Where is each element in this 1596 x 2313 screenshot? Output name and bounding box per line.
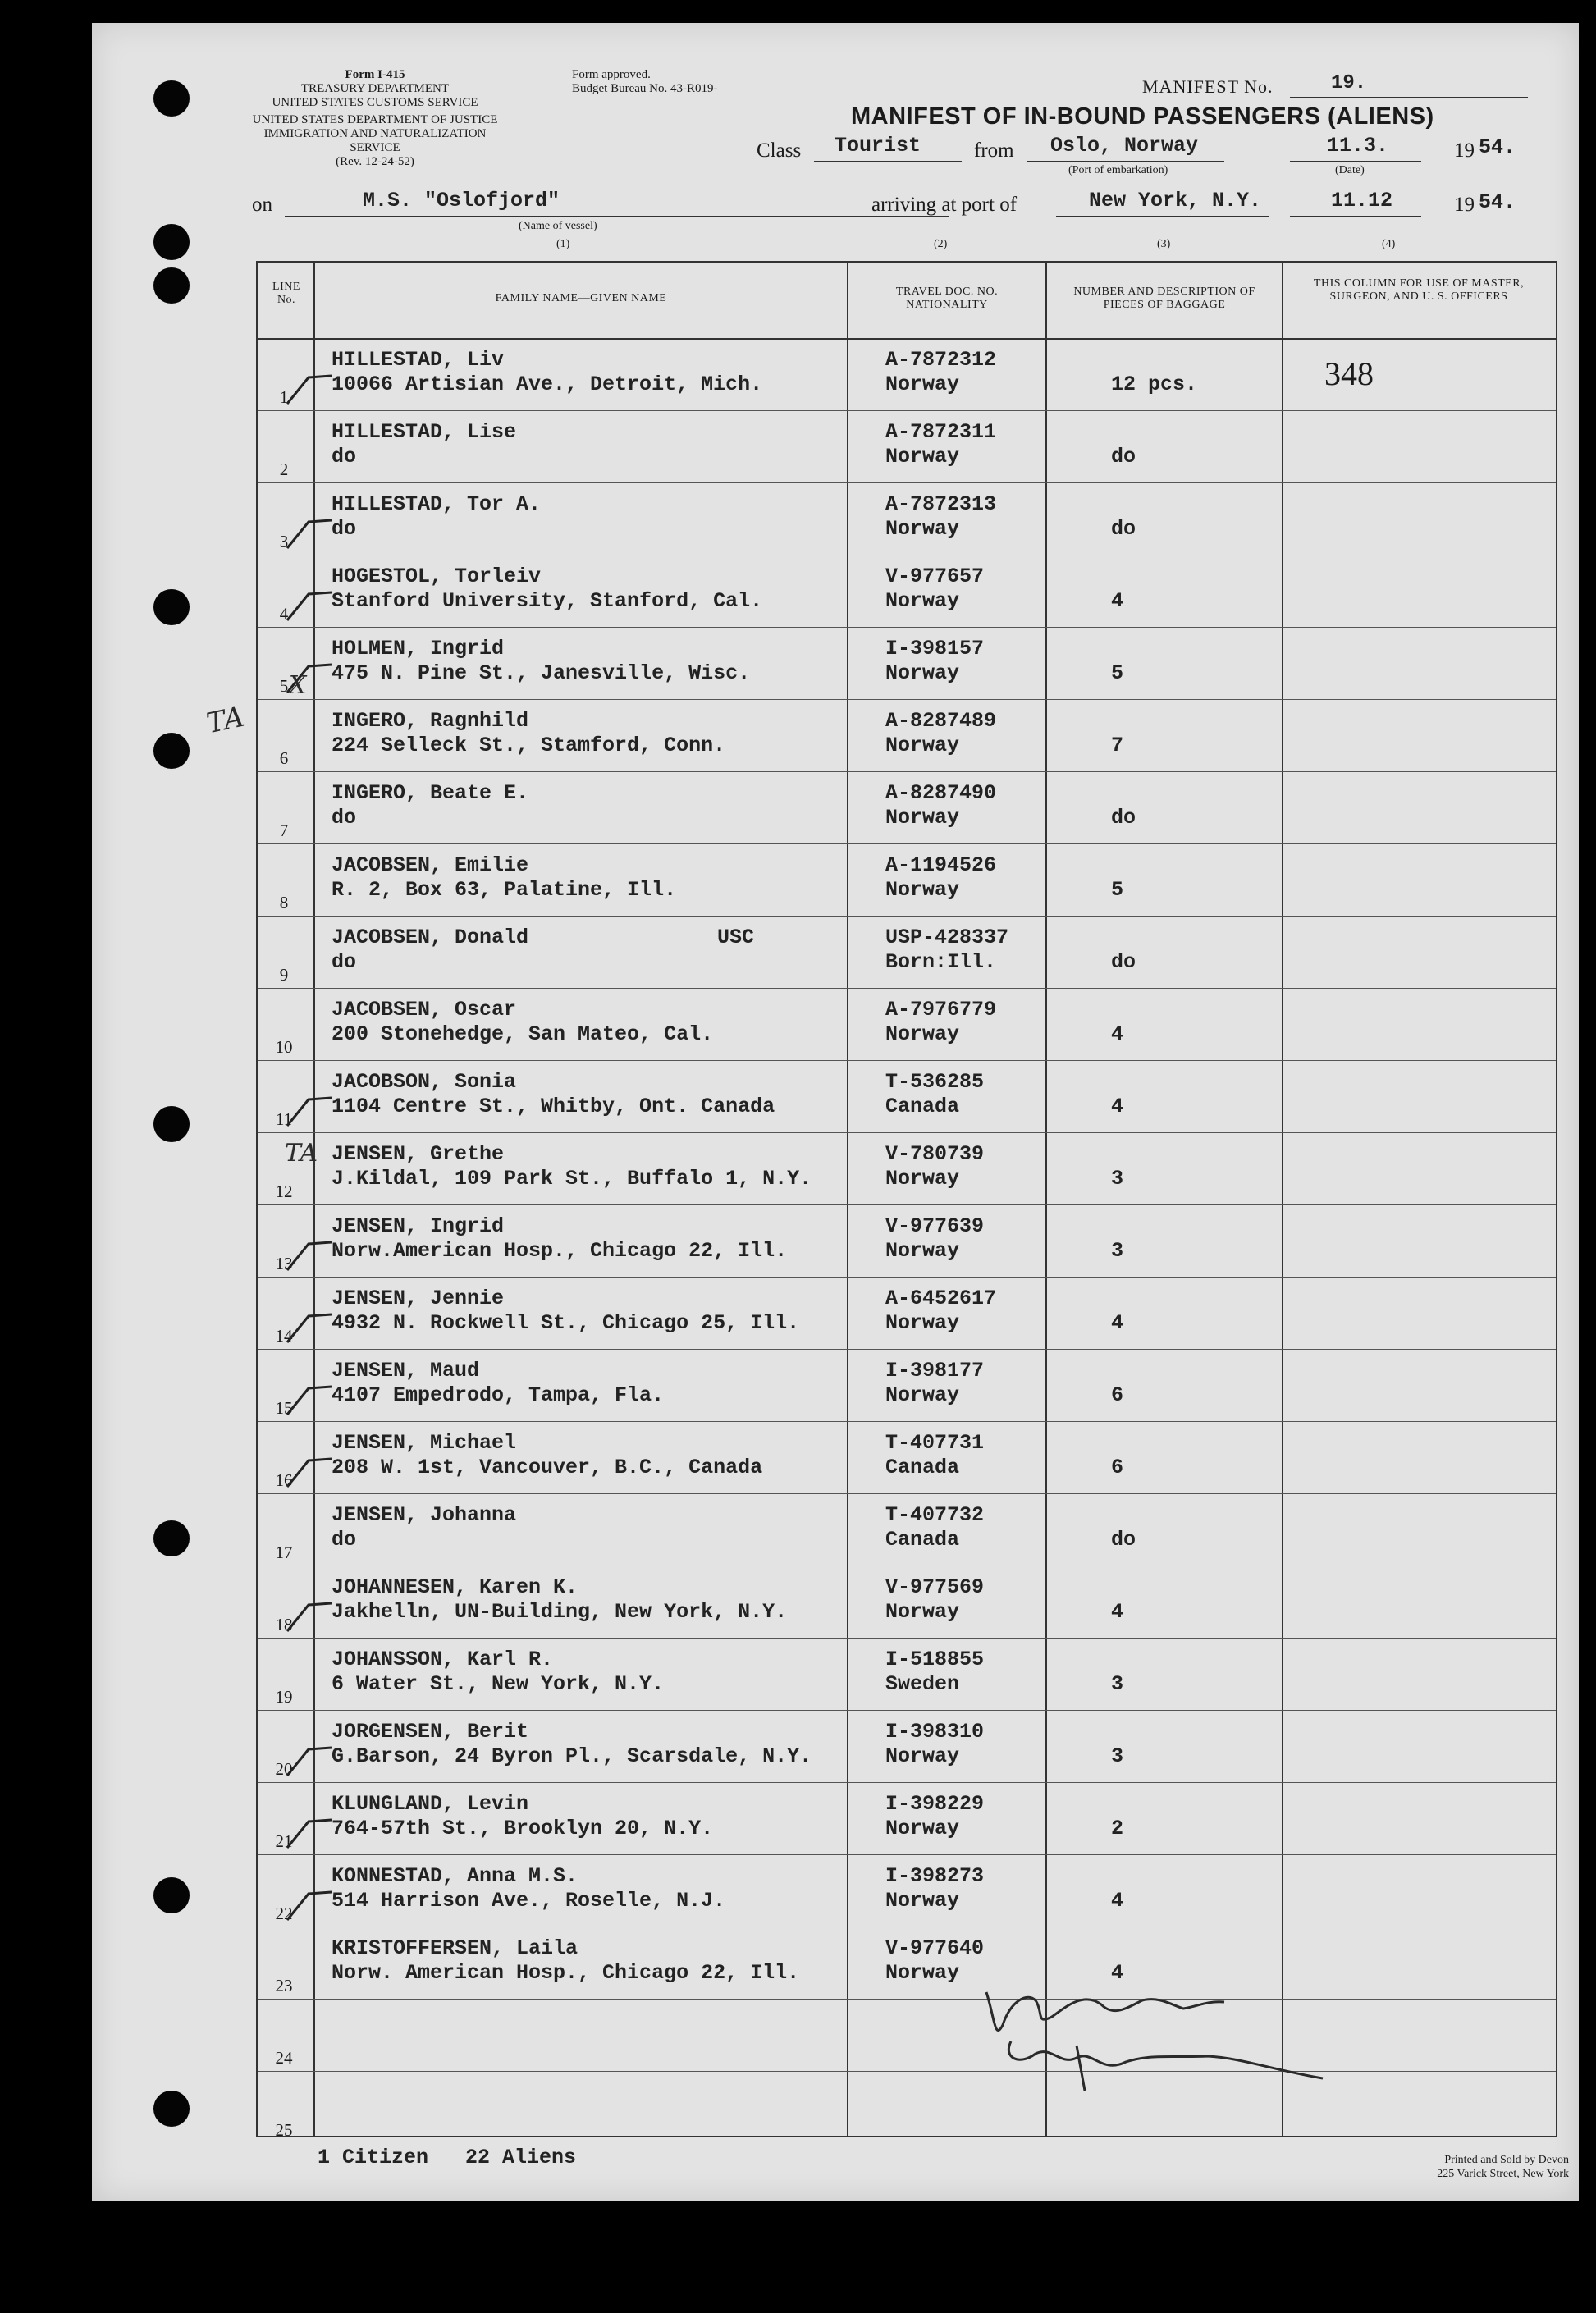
travel-doc-number: A-8287490	[885, 781, 997, 805]
travel-doc-number: V-977640	[885, 1936, 985, 1960]
travel-doc-number: V-977657	[885, 565, 985, 588]
table-row	[258, 2071, 1556, 2143]
nationality: Norway	[885, 878, 960, 902]
line-number: 18	[275, 1615, 293, 1634]
year2-suffix: 54.	[1479, 190, 1516, 214]
binder-hole	[153, 1106, 190, 1142]
table-row	[258, 1421, 1556, 1494]
nationality: Canada	[885, 1095, 960, 1118]
check-mark-icon	[284, 1083, 333, 1132]
check-mark-icon	[284, 1733, 333, 1782]
class-underline	[814, 161, 962, 162]
nationality: Norway	[885, 1817, 960, 1840]
baggage: 4	[1111, 1889, 1124, 1913]
travel-doc-number: T-407732	[885, 1503, 985, 1527]
travel-doc-number: A-7872311	[885, 420, 997, 444]
dept-line: UNITED STATES DEPARTMENT OF JUSTICE	[252, 113, 498, 126]
nationality: Norway	[885, 445, 960, 469]
travel-doc-number: I-398177	[885, 1359, 985, 1383]
baggage: 6	[1111, 1456, 1124, 1479]
line-number: 16	[275, 1470, 293, 1490]
binder-hole	[153, 267, 190, 304]
check-mark-icon	[284, 578, 333, 627]
passenger-address: 10066 Artisian Ave., Detroit, Mich.	[332, 373, 763, 396]
passenger-address: 224 Selleck St., Stamford, Conn.	[332, 734, 726, 757]
nationality: Norway	[885, 806, 960, 830]
check-mark-icon	[284, 1877, 333, 1927]
table-row	[258, 699, 1556, 772]
line-number: 23	[275, 1976, 293, 1995]
line-number: 11	[275, 1109, 293, 1129]
revision: (Rev. 12-24-52)	[336, 155, 414, 168]
line-number: 22	[275, 1904, 293, 1923]
passenger-address: 6 Water St., New York, N.Y.	[332, 1672, 665, 1696]
nationality: Norway	[885, 1889, 960, 1913]
passenger-address: Norw.American Hosp., Chicago 22, Ill.	[332, 1239, 788, 1263]
passenger-name: JACOBSEN, Donald	[332, 926, 529, 949]
nationality: Canada	[885, 1528, 960, 1552]
baggage: 3	[1111, 1744, 1124, 1768]
table-row	[258, 627, 1556, 700]
nationality: Norway	[885, 1600, 960, 1624]
check-mark-icon	[284, 1372, 333, 1421]
passenger-name: HOLMEN, Ingrid	[332, 637, 505, 661]
date1-value: 11.3.	[1327, 134, 1389, 158]
table-header-row	[258, 263, 1556, 340]
check-mark-icon	[284, 1805, 333, 1854]
from-value: Oslo, Norway	[1050, 134, 1199, 158]
passenger-address: Jakhelln, UN-Building, New York, N.Y.	[332, 1600, 788, 1624]
line-number: 13	[275, 1254, 293, 1273]
printer-line: 225 Varick Street, New York	[1437, 2168, 1569, 2180]
passenger-summary: 1 Citizen 22 Aliens	[318, 2146, 577, 2169]
table-row	[258, 1277, 1556, 1350]
line-number: 9	[279, 965, 289, 985]
passenger-address: R. 2, Box 63, Palatine, Ill.	[332, 878, 677, 902]
table-row	[258, 988, 1556, 1061]
vessel-underline	[285, 216, 949, 217]
baggage: 6	[1111, 1383, 1124, 1407]
travel-doc-number: V-780739	[885, 1142, 985, 1166]
baggage: do	[1111, 950, 1136, 974]
passenger-address: do	[332, 950, 357, 974]
travel-doc-number: A-8287489	[885, 709, 997, 733]
baggage: 5	[1111, 878, 1124, 902]
travel-doc-number: I-398310	[885, 1720, 985, 1744]
check-mark-icon	[284, 1227, 333, 1277]
travel-doc-number: A-6452617	[885, 1287, 997, 1310]
passenger-name: JENSEN, Ingrid	[332, 1214, 505, 1238]
baggage: 4	[1111, 1095, 1124, 1118]
date2-underline	[1290, 216, 1421, 217]
dept-line: TREASURY DEPARTMENT	[300, 82, 450, 95]
table-row	[258, 482, 1556, 555]
baggage: 3	[1111, 1672, 1124, 1696]
travel-doc-number: USP-428337	[885, 926, 1009, 949]
passenger-name: HILLESTAD, Liv	[332, 348, 505, 372]
manifest-number: 19.	[1331, 72, 1367, 94]
manifest-number-underline	[1290, 97, 1528, 98]
table-row	[258, 1999, 1556, 2072]
passenger-name: JACOBSON, Sonia	[332, 1070, 517, 1094]
passenger-address: 1104 Centre St., Whitby, Ont. Canada	[332, 1095, 775, 1118]
line-number: 19	[275, 1687, 293, 1707]
check-mark-icon	[284, 1444, 333, 1493]
travel-doc-number: I-518855	[885, 1648, 985, 1671]
column-number: (4)	[1382, 238, 1396, 250]
baggage: 4	[1111, 1022, 1124, 1046]
line-number: 24	[275, 2048, 293, 2068]
line-number: 15	[275, 1398, 293, 1418]
table-row	[258, 1132, 1556, 1205]
table-row	[258, 1493, 1556, 1566]
passenger-address: G.Barson, 24 Byron Pl., Scarsdale, N.Y.	[332, 1744, 812, 1768]
passenger-name: JENSEN, Jennie	[332, 1287, 505, 1310]
line-number: 25	[275, 2120, 293, 2140]
citizen-marker: USC	[717, 926, 755, 949]
passenger-name: HILLESTAD, Lise	[332, 420, 517, 444]
baggage: 5	[1111, 661, 1124, 685]
year1-suffix: 54.	[1479, 135, 1516, 159]
nationality: Norway	[885, 1022, 960, 1046]
baggage: 2	[1111, 1817, 1124, 1840]
margin-annotation: TA	[204, 700, 248, 741]
approval-line: Form approved.	[572, 68, 651, 81]
year1-prefix: 19	[1454, 139, 1475, 162]
from-label: from	[974, 139, 1014, 162]
passenger-address: 200 Stonehedge, San Mateo, Cal.	[332, 1022, 714, 1046]
passenger-name: KONNESTAD, Anna M.S.	[332, 1864, 578, 1888]
table-row	[258, 843, 1556, 917]
line-number: 21	[275, 1831, 293, 1851]
date1-underline	[1290, 161, 1421, 162]
nationality: Sweden	[885, 1672, 960, 1696]
vessel-value: M.S. "Oslofjord"	[363, 189, 560, 213]
binder-hole	[153, 224, 190, 260]
passenger-address: do	[332, 1528, 357, 1552]
table-row	[258, 1566, 1556, 1639]
header-name: FAMILY NAME—GIVEN NAME	[495, 292, 667, 304]
baggage: do	[1111, 517, 1136, 541]
nationality: Norway	[885, 1311, 960, 1335]
nationality: Canada	[885, 1456, 960, 1479]
approval-line: Budget Bureau No. 43-R019-	[572, 82, 718, 95]
column-number: (2)	[934, 238, 948, 250]
table-row	[258, 1638, 1556, 1711]
nationality: Norway	[885, 589, 960, 613]
nationality: Norway	[885, 1239, 960, 1263]
line-number: 10	[275, 1037, 293, 1057]
travel-doc-number: V-977639	[885, 1214, 985, 1238]
table-body	[258, 338, 1556, 2140]
table-row	[258, 771, 1556, 844]
nationality: Norway	[885, 661, 960, 685]
line-number: 5	[279, 676, 289, 696]
passenger-table	[256, 261, 1557, 2140]
travel-doc-number: A-1194526	[885, 853, 997, 877]
nationality: Born:Ill.	[885, 950, 997, 974]
travel-doc-number: V-977569	[885, 1575, 985, 1599]
table-row	[258, 338, 1556, 411]
official-number: 348	[1324, 355, 1374, 392]
table-row	[258, 1060, 1556, 1133]
agency-block	[240, 68, 510, 169]
passenger-address: 4107 Empedrodo, Tampa, Fla.	[332, 1383, 665, 1407]
nationality: Norway	[885, 1167, 960, 1191]
from-caption: (Port of embarkation)	[1068, 164, 1168, 176]
nationality: Norway	[885, 1961, 960, 1985]
nationality: Norway	[885, 734, 960, 757]
travel-doc-number: A-7872312	[885, 348, 997, 372]
passenger-name: KRISTOFFERSEN, Laila	[332, 1936, 578, 1960]
passenger-address: Stanford University, Stanford, Cal.	[332, 589, 763, 613]
passenger-name: KLUNGLAND, Levin	[332, 1792, 529, 1816]
line-number: 17	[275, 1543, 293, 1562]
class-label: Class	[757, 139, 802, 162]
passenger-name: INGERO, Beate E.	[332, 781, 529, 805]
column-number: (1)	[556, 238, 570, 250]
port-value: New York, N.Y.	[1089, 189, 1262, 213]
passenger-name: JENSEN, Grethe	[332, 1142, 505, 1166]
travel-doc-number: I-398157	[885, 637, 985, 661]
line-number: 3	[279, 532, 289, 551]
margin-annotation: X	[289, 671, 307, 700]
line-number: 1	[279, 387, 289, 407]
printer-credit	[1323, 2153, 1569, 2181]
check-mark-icon	[284, 1300, 333, 1349]
header-travel-doc: TRAVEL DOC. NO. NATIONALITY	[895, 286, 999, 311]
page-title: MANIFEST OF IN-BOUND PASSENGERS (ALIENS)	[851, 103, 1434, 130]
baggage: 4	[1111, 1600, 1124, 1624]
dept-line: UNITED STATES CUSTOMS SERVICE	[272, 96, 478, 109]
passenger-address: Norw. American Hosp., Chicago 22, Ill.	[332, 1961, 800, 1985]
passenger-address: do	[332, 445, 357, 469]
binder-hole	[153, 80, 190, 117]
travel-doc-number: I-398229	[885, 1792, 985, 1816]
passenger-address: 514 Harrison Ave., Roselle, N.J.	[332, 1889, 726, 1913]
nationality: Norway	[885, 1744, 960, 1768]
class-value: Tourist	[835, 134, 921, 158]
line-number: 20	[275, 1759, 293, 1779]
nationality: Norway	[885, 1383, 960, 1407]
passenger-name: JENSEN, Johanna	[332, 1503, 517, 1527]
check-mark-icon	[284, 1588, 333, 1638]
passenger-name: JACOBSEN, Oscar	[332, 998, 517, 1022]
passenger-name: JOHANNESEN, Karen K.	[332, 1575, 578, 1599]
signature	[962, 1968, 1339, 2107]
nationality: Norway	[885, 517, 960, 541]
baggage: do	[1111, 1528, 1136, 1552]
approval-block	[572, 68, 785, 96]
header-officers: THIS COLUMN FOR USE OF MASTER, SURGEON, AND U. S. OFFICERS	[1313, 277, 1525, 303]
line-number: 4	[279, 604, 289, 624]
header-line-no: LINE No.	[272, 281, 300, 306]
baggage: 3	[1111, 1239, 1124, 1263]
passenger-name: HOGESTOL, Torleiv	[332, 565, 542, 588]
printer-line: Printed and Sold by Devon	[1444, 2154, 1569, 2166]
binder-hole	[153, 589, 190, 625]
travel-doc-number: I-398273	[885, 1864, 985, 1888]
table-row	[258, 555, 1556, 628]
table-row	[258, 410, 1556, 483]
table-row	[258, 1710, 1556, 1783]
manifest-sheet	[92, 23, 1579, 2201]
table-row	[258, 1927, 1556, 2000]
manifest-number-label: MANIFEST No.	[1142, 76, 1274, 97]
line-number: 14	[275, 1326, 293, 1346]
year2-prefix: 19	[1454, 194, 1475, 216]
binder-hole	[153, 1877, 190, 1913]
passenger-address: J.Kildal, 109 Park St., Buffalo 1, N.Y.	[332, 1167, 812, 1191]
table-row	[258, 1204, 1556, 1278]
travel-doc-number: A-7872313	[885, 492, 997, 516]
header-baggage: NUMBER AND DESCRIPTION OF PIECES OF BAGGAGE	[1073, 286, 1255, 311]
nationality: Norway	[885, 373, 960, 396]
baggage: 4	[1111, 1311, 1124, 1335]
baggage: 3	[1111, 1167, 1124, 1191]
passenger-address: do	[332, 806, 357, 830]
travel-doc-number: A-7976779	[885, 998, 997, 1022]
check-mark-icon	[284, 361, 333, 410]
passenger-name: JENSEN, Maud	[332, 1359, 480, 1383]
vessel-caption: (Name of vessel)	[519, 220, 597, 232]
binder-hole	[153, 1520, 190, 1556]
line-number: 7	[279, 821, 289, 840]
baggage: do	[1111, 806, 1136, 830]
margin-annotation: TA	[285, 1139, 318, 1168]
table-row	[258, 916, 1556, 989]
passenger-name: JENSEN, Michael	[332, 1431, 517, 1455]
passenger-name: JOHANSSON, Karl R.	[332, 1648, 554, 1671]
baggage: 7	[1111, 734, 1124, 757]
on-label: on	[252, 194, 272, 216]
passenger-address: 4932 N. Rockwell St., Chicago 25, Ill.	[332, 1311, 800, 1335]
from-underline	[1027, 161, 1224, 162]
baggage: 4	[1111, 589, 1124, 613]
passenger-name: JACOBSEN, Emilie	[332, 853, 529, 877]
check-mark-icon	[284, 505, 333, 555]
port-underline	[1056, 216, 1269, 217]
passenger-name: INGERO, Ragnhild	[332, 709, 529, 733]
passenger-address: 764-57th St., Brooklyn 20, N.Y.	[332, 1817, 714, 1840]
line-number: 2	[279, 459, 289, 479]
baggage: do	[1111, 445, 1136, 469]
form-number: Form I-415	[345, 68, 405, 81]
passenger-name: JORGENSEN, Berit	[332, 1720, 529, 1744]
binder-hole	[153, 733, 190, 769]
date-caption: (Date)	[1335, 164, 1365, 176]
passenger-address: do	[332, 517, 357, 541]
dept-line: IMMIGRATION AND NATURALIZATION SERVICE	[263, 127, 487, 154]
line-number: 12	[275, 1182, 293, 1201]
date2-value: 11.12	[1331, 189, 1393, 213]
table-row	[258, 1854, 1556, 1927]
baggage: 12 pcs.	[1111, 373, 1198, 396]
binder-hole	[153, 2091, 190, 2127]
table-row	[258, 1782, 1556, 1855]
table-row	[258, 1349, 1556, 1422]
passenger-address: 475 N. Pine St., Janesville, Wisc.	[332, 661, 751, 685]
travel-doc-number: T-536285	[885, 1070, 985, 1094]
baggage: 4	[1111, 1961, 1124, 1985]
travel-doc-number: T-407731	[885, 1431, 985, 1455]
line-number: 6	[279, 748, 289, 768]
line-number: 8	[279, 893, 289, 912]
passenger-name: HILLESTAD, Tor A.	[332, 492, 542, 516]
arriving-label: arriving at port of	[871, 194, 1018, 216]
column-number: (3)	[1157, 238, 1171, 250]
passenger-address: 208 W. 1st, Vancouver, B.C., Canada	[332, 1456, 763, 1479]
